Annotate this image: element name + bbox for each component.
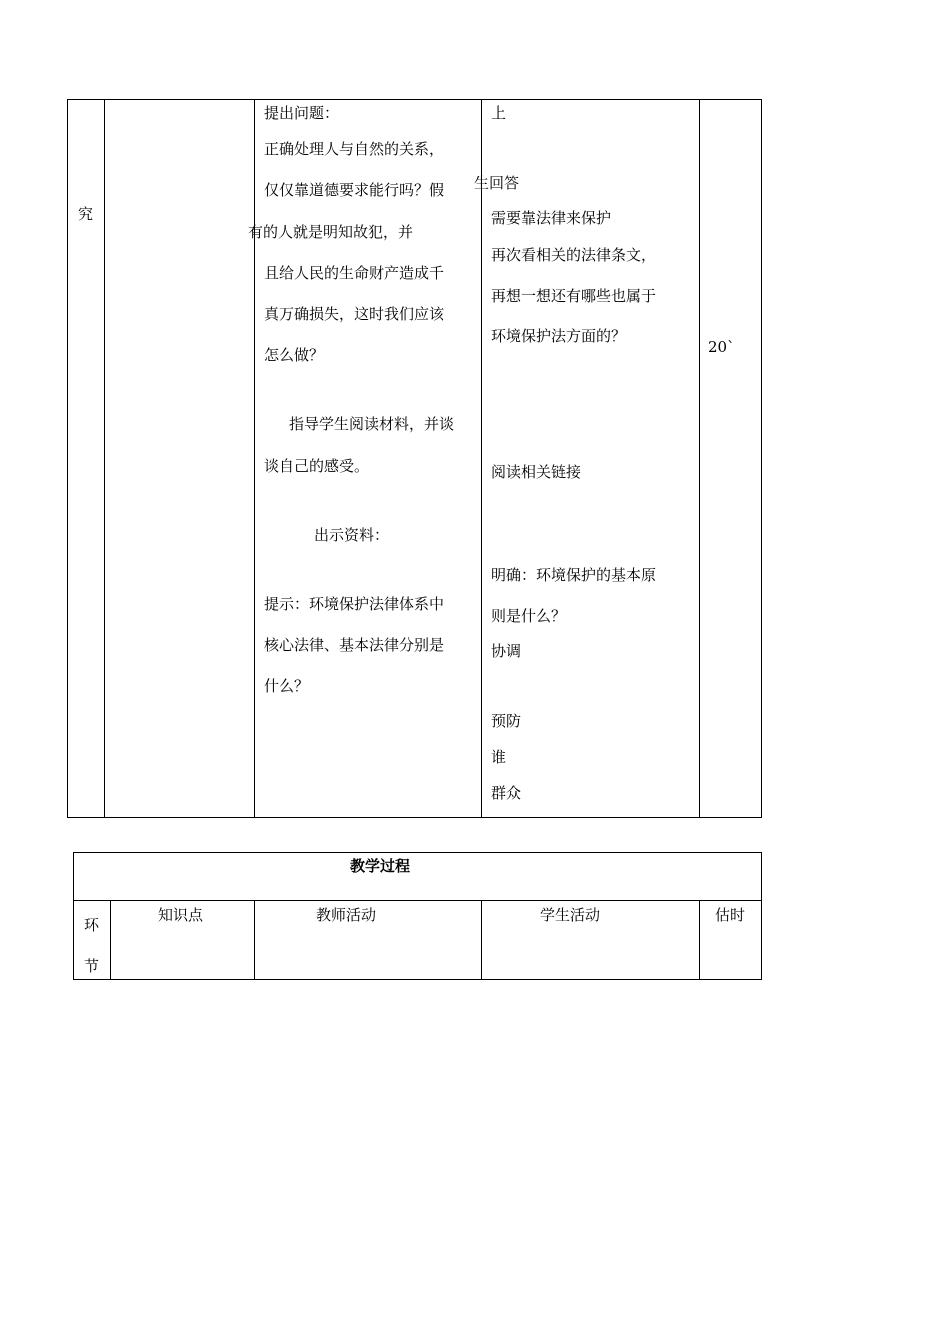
- student-line: 再想一想还有哪些也属于: [491, 287, 657, 305]
- table-title: 教学过程: [350, 857, 411, 875]
- teacher-line: 真万确损失，这时我们应该: [264, 305, 445, 323]
- header-knowledge: 知识点: [158, 906, 204, 924]
- header-teacher-activity: 教师活动: [316, 906, 377, 924]
- column-divider: [699, 99, 700, 818]
- header-time: 估时: [715, 906, 746, 924]
- teacher-line: 有的人就是明知故犯，并: [248, 223, 414, 241]
- student-line: 环境保护法方面的？: [491, 327, 627, 345]
- header-student-activity: 学生活动: [540, 906, 601, 924]
- column-divider: [104, 99, 105, 818]
- student-line: 群众: [491, 784, 522, 802]
- teacher-line: 怎么做？: [264, 346, 325, 364]
- student-line: 生回答: [474, 174, 520, 192]
- column-divider: [481, 99, 482, 818]
- student-line: 预防: [491, 712, 522, 730]
- teacher-line: 谈自己的感受。: [264, 457, 370, 475]
- student-line: 再次看相关的法律条文，: [491, 246, 657, 264]
- teacher-line: 仅仅靠道德要求能行吗？假: [264, 181, 445, 199]
- column-divider: [254, 900, 255, 980]
- teacher-line: 提出问题：: [264, 104, 340, 122]
- time-estimate: 20`: [708, 338, 735, 356]
- teacher-line: 核心法律、基本法律分别是: [264, 636, 445, 654]
- column-divider: [254, 99, 255, 818]
- student-line: 谁: [491, 748, 507, 766]
- student-line: 则是什么？: [491, 607, 567, 625]
- column-divider: [699, 900, 700, 980]
- student-line: 协调: [491, 642, 522, 660]
- student-line: 阅读相关链接: [491, 463, 582, 481]
- teacher-line: 指导学生阅读材料，并谈: [289, 415, 455, 433]
- teacher-line: 正确处理人与自然的关系，: [264, 140, 445, 158]
- student-line: 需要靠法律来保护: [491, 209, 612, 227]
- teacher-line: 什么？: [264, 677, 310, 695]
- teacher-line: 提示：环境保护法律体系中: [264, 595, 445, 613]
- stage-cell-text: 究: [78, 205, 94, 223]
- process-table-continued: [67, 99, 762, 818]
- student-line: 明确：环境保护的基本原: [491, 566, 657, 584]
- header-stage: 环节: [84, 916, 100, 975]
- student-line: 上: [491, 104, 507, 122]
- row-divider: [73, 900, 762, 901]
- column-divider: [481, 900, 482, 980]
- teacher-line: 出示资料：: [314, 526, 390, 544]
- teacher-line: 且给人民的生命财产造成千: [264, 264, 445, 282]
- column-divider: [110, 900, 111, 980]
